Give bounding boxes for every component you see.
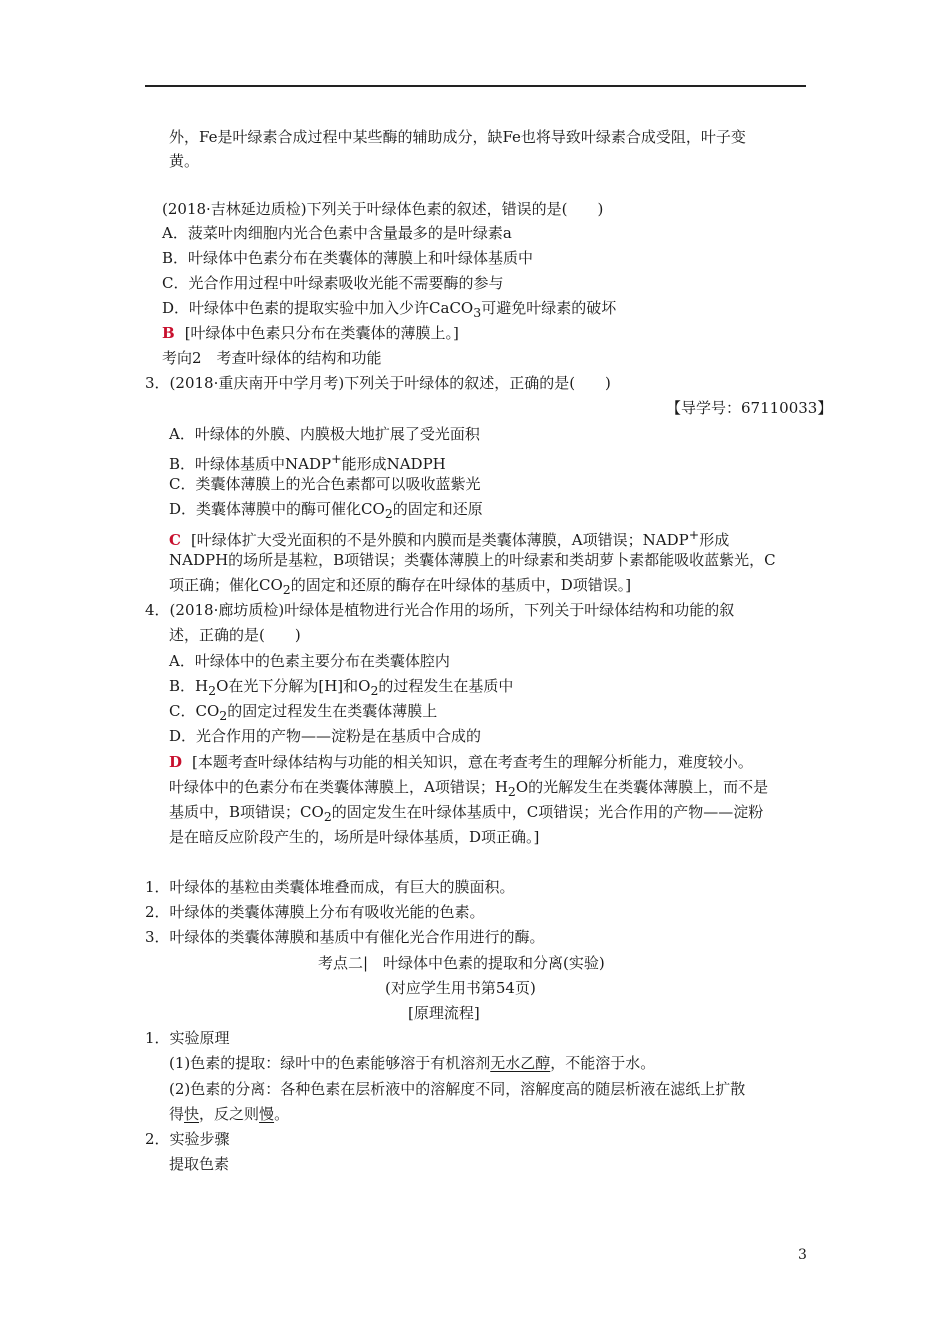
steps-subheading: 提取色素 [169, 1155, 230, 1173]
practice-answer: B [叶绿体中色素只分布在类囊体的薄膜上。] [162, 324, 459, 342]
q3-explanation-2: NADPH的场所是基粒，B项错误；类囊体薄膜上的叶绿素和类胡萝卜素都能吸收蓝紫光，C [169, 551, 776, 569]
principle-extraction: (1)色素的提取：绿叶中的色素能够溶于有机溶剂无水乙醇，不能溶于水。 [169, 1054, 656, 1072]
answer-letter: B [162, 324, 175, 342]
q4-option-d: D．光合作用的产物——淀粉是在基质中合成的 [169, 727, 482, 745]
section-heading: 考向2 考查叶绿体的结构和功能 [162, 349, 382, 367]
practice-option-d: D．叶绿体中色素的提取实验中加入少许CaCO$_3$可避免叶绿素的破坏 [162, 299, 617, 320]
q3-stem: 3．(2018·重庆南开中学月考)下列关于叶绿体的叙述，正确的是( ) [145, 374, 611, 392]
steps-heading: 2．实验步骤 [145, 1130, 230, 1148]
page-number: 3 [798, 1247, 807, 1263]
answer-letter: C [169, 531, 181, 549]
q4-option-a: A．叶绿体中的色素主要分布在类囊体腔内 [169, 652, 450, 670]
q4-explanation-4: 是在暗反应阶段产生的，场所是叶绿体基质，D项正确。] [169, 828, 540, 846]
q4-stem-1: 4．(2018·廊坊质检)叶绿体是植物进行光合作用的场所，下列关于叶绿体结构和功能的叙 [145, 601, 735, 619]
practice-option-c: C．光合作用过程中叶绿素吸收光能不需要酶的参与 [162, 274, 504, 292]
q4-answer: D [本题考查叶绿体结构与功能的相关知识，意在考查考生的理解分析能力，难度较小。 [169, 753, 753, 771]
summary-item-2: 2．叶绿体的类囊体薄膜上分布有吸收光能的色素。 [145, 903, 485, 921]
practice-option-b: B．叶绿体中色素分布在类囊体的薄膜上和叶绿体基质中 [162, 249, 534, 267]
kaodian-tag: [原理流程] [408, 1004, 480, 1022]
principle-separation-2: 得快，反之则慢。 [169, 1105, 290, 1123]
q3-answer: C [叶绿体扩大受光面积的不是外膜和内膜而是类囊体薄膜，A项错误；NADP+形成 [169, 527, 730, 549]
continuation-line-2: 黄。 [169, 152, 200, 170]
q3-guide-number: 【导学号：67110033】 [666, 399, 833, 417]
kaodian-subtitle: (对应学生用书第54页) [385, 979, 536, 997]
practice-question-stem: (2018·吉林延边质检)下列关于叶绿体色素的叙述，错误的是( ) [162, 200, 604, 218]
q3-option-d: D．类囊体薄膜中的酶可催化$CO_2$的固定和还原 [169, 500, 483, 521]
answer-letter: D [169, 753, 183, 771]
q3-option-c: C．类囊体薄膜上的光合色素都可以吸收蓝紫光 [169, 475, 481, 493]
q4-stem-2: 述，正确的是( ) [169, 626, 301, 644]
kaodian-title: 考点二| 叶绿体中色素的提取和分离(实验) [318, 954, 605, 972]
continuation-line-1: 外，Fe是叶绿素合成过程中某些酶的辅助成分，缺Fe也将导致叶绿素合成受阻，叶子变 [169, 128, 746, 146]
q3-option-a: A．叶绿体的外膜、内膜极大地扩展了受光面积 [169, 425, 480, 443]
q4-explanation-2: 叶绿体中的色素分布在类囊体薄膜上，A项错误；$H_2O$的光解发生在类囊体薄膜上，而不是 [169, 778, 769, 799]
summary-item-3: 3．叶绿体的类囊体薄膜和基质中有催化光合作用进行的酶。 [145, 928, 545, 946]
q4-option-c: C．$CO_2$的固定过程发生在类囊体薄膜上 [169, 702, 438, 723]
q3-option-b: B．叶绿体基质中NADP+能形成NADPH [169, 451, 446, 473]
q3-explanation-3: 项正确；催化$CO_2$的固定和还原的酶存在叶绿体的基质中，D项错误。] [169, 576, 632, 597]
q4-option-b: B．$H_2O$在光下分解为[H]和$O_2$的过程发生在基质中 [169, 677, 514, 698]
summary-item-1: 1．叶绿体的基粒由类囊体堆叠而成，有巨大的膜面积。 [145, 878, 515, 896]
practice-option-a: A．菠菜叶肉细胞内光合色素中含量最多的是叶绿素a [162, 224, 512, 242]
header-rule [145, 85, 806, 87]
principle-separation-1: (2)色素的分离：各种色素在层析液中的溶解度不同，溶解度高的随层析液在滤纸上扩散 [169, 1080, 746, 1098]
principle-heading: 1．实验原理 [145, 1029, 230, 1047]
q4-explanation-3: 基质中，B项错误；$CO_2$的固定发生在叶绿体基质中，C项错误；光合作用的产物——淀粉 [169, 803, 764, 824]
